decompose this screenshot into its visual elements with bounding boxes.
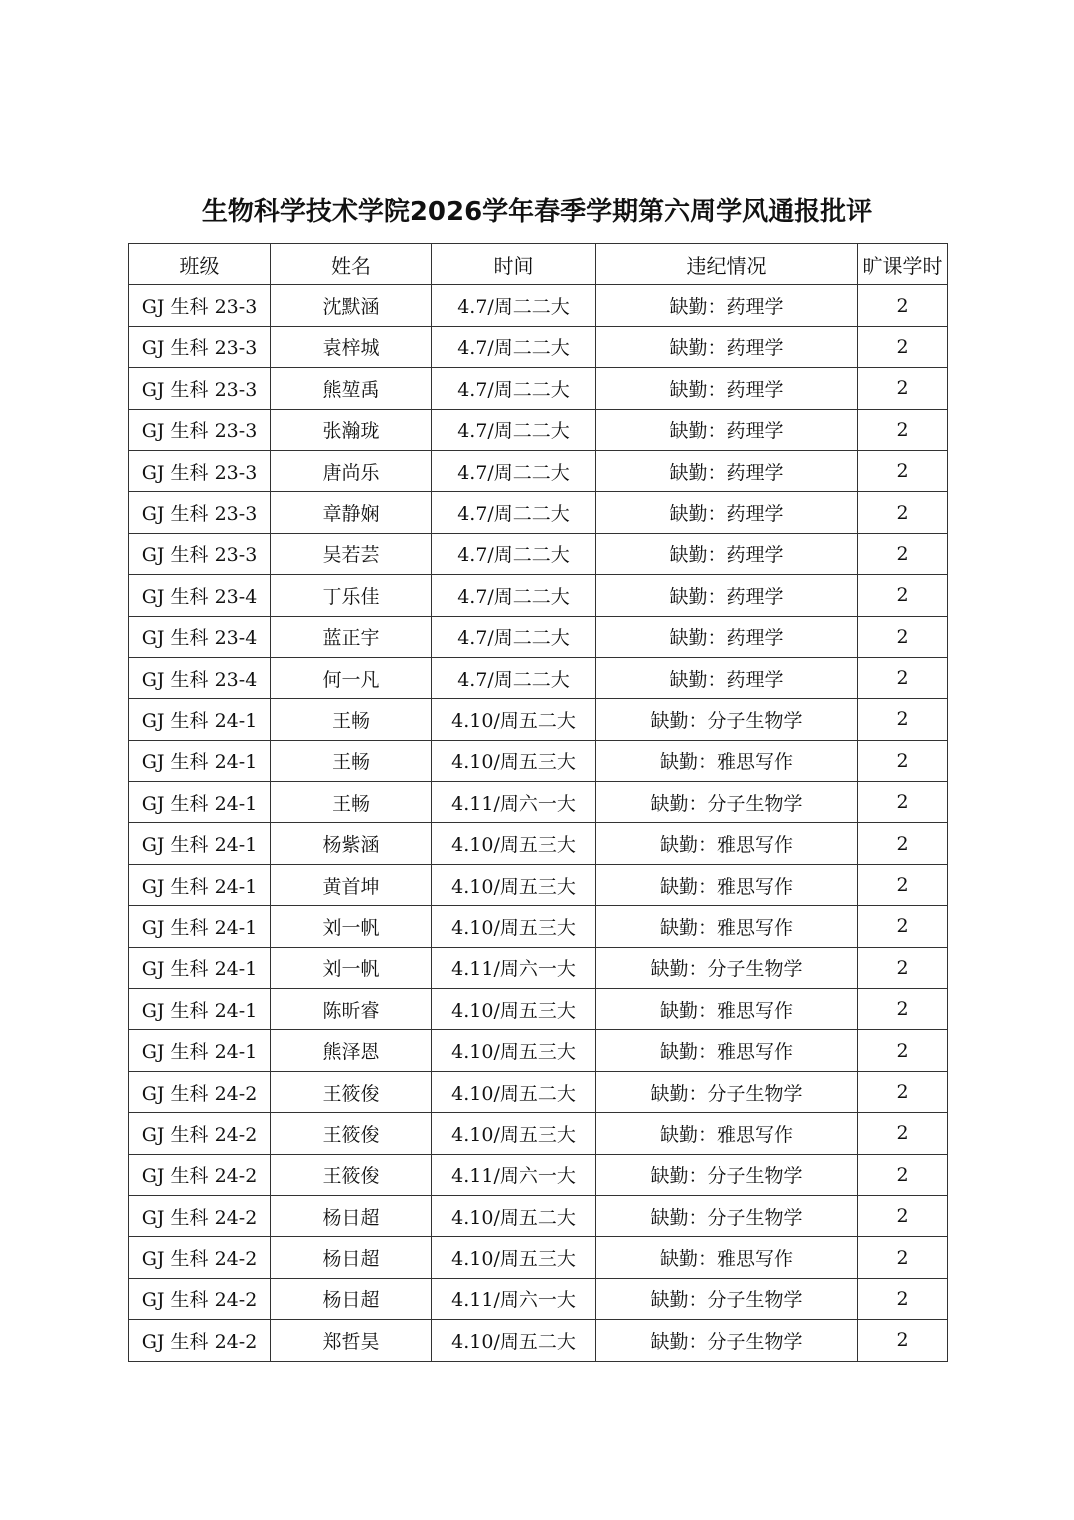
- table-row: [129, 1071, 948, 1112]
- cell-absent-hours: 2: [858, 1195, 948, 1236]
- cell-time: 4.10/周五三大: [432, 823, 596, 864]
- cell-name: 刘一帆: [271, 906, 432, 947]
- cell-violation: 缺勤：药理学: [596, 285, 858, 326]
- cell-name: 杨日超: [271, 1237, 432, 1278]
- cell-name: 袁梓城: [271, 326, 432, 367]
- cell-violation: 缺勤：分子生物学: [596, 1154, 858, 1195]
- cell-class: GJ 生科 23-4: [129, 616, 271, 657]
- cell-time: 4.11/周六一大: [432, 947, 596, 988]
- cell-time: 4.10/周五三大: [432, 864, 596, 905]
- table-row: [129, 285, 948, 326]
- cell-class: GJ 生科 24-1: [129, 947, 271, 988]
- cell-class: GJ 生科 24-1: [129, 1030, 271, 1071]
- table-row: [129, 492, 948, 533]
- cell-name: 黄首坤: [271, 864, 432, 905]
- cell-absent-hours: 2: [858, 450, 948, 491]
- cell-name: 陈昕睿: [271, 989, 432, 1030]
- cell-name: 杨紫涵: [271, 823, 432, 864]
- cell-time: 4.7/周二二大: [432, 409, 596, 450]
- header-time: 时间: [432, 244, 596, 285]
- table-row: [129, 823, 948, 864]
- cell-violation: 缺勤：分子生物学: [596, 1320, 858, 1361]
- cell-class: GJ 生科 23-3: [129, 533, 271, 574]
- table-row: [129, 1320, 948, 1361]
- cell-time: 4.7/周二二大: [432, 492, 596, 533]
- cell-name: 刘一帆: [271, 947, 432, 988]
- table-row: [129, 906, 948, 947]
- cell-violation: 缺勤：药理学: [596, 326, 858, 367]
- cell-name: 杨日超: [271, 1278, 432, 1319]
- cell-violation: 缺勤：药理学: [596, 450, 858, 491]
- cell-time: 4.10/周五三大: [432, 740, 596, 781]
- cell-violation: 缺勤：药理学: [596, 409, 858, 450]
- cell-absent-hours: 2: [858, 1030, 948, 1071]
- cell-time: 4.7/周二二大: [432, 368, 596, 409]
- cell-time: 4.10/周五三大: [432, 1030, 596, 1071]
- cell-absent-hours: 2: [858, 782, 948, 823]
- cell-violation: 缺勤：分子生物学: [596, 782, 858, 823]
- table-body: [129, 285, 948, 1361]
- cell-class: GJ 生科 24-2: [129, 1320, 271, 1361]
- cell-violation: 缺勤：雅思写作: [596, 1113, 858, 1154]
- cell-violation: 缺勤：药理学: [596, 657, 858, 698]
- cell-name: 唐尚乐: [271, 450, 432, 491]
- cell-class: GJ 生科 24-2: [129, 1278, 271, 1319]
- cell-name: 熊泽恩: [271, 1030, 432, 1071]
- cell-class: GJ 生科 24-2: [129, 1154, 271, 1195]
- cell-absent-hours: 2: [858, 1113, 948, 1154]
- cell-class: GJ 生科 23-4: [129, 575, 271, 616]
- cell-name: 王筱俊: [271, 1154, 432, 1195]
- cell-time: 4.7/周二二大: [432, 657, 596, 698]
- cell-class: GJ 生科 24-2: [129, 1113, 271, 1154]
- table-row: [129, 782, 948, 823]
- cell-time: 4.10/周五三大: [432, 1237, 596, 1278]
- cell-class: GJ 生科 24-2: [129, 1195, 271, 1236]
- table-row: [129, 699, 948, 740]
- cell-class: GJ 生科 23-3: [129, 368, 271, 409]
- cell-absent-hours: 2: [858, 533, 948, 574]
- table-row: [129, 575, 948, 616]
- cell-violation: 缺勤：雅思写作: [596, 989, 858, 1030]
- cell-time: 4.11/周六一大: [432, 782, 596, 823]
- cell-name: 熊堃禹: [271, 368, 432, 409]
- table-row: [129, 947, 948, 988]
- cell-class: GJ 生科 23-3: [129, 492, 271, 533]
- cell-violation: 缺勤：药理学: [596, 533, 858, 574]
- cell-name: 王筱俊: [271, 1071, 432, 1112]
- cell-violation: 缺勤：雅思写作: [596, 906, 858, 947]
- cell-absent-hours: 2: [858, 1237, 948, 1278]
- cell-time: 4.10/周五三大: [432, 906, 596, 947]
- cell-absent-hours: 2: [858, 1071, 948, 1112]
- cell-class: GJ 生科 24-1: [129, 906, 271, 947]
- cell-time: 4.10/周五二大: [432, 1071, 596, 1112]
- header-name: 姓名: [271, 244, 432, 285]
- cell-absent-hours: 2: [858, 823, 948, 864]
- cell-name: 沈默涵: [271, 285, 432, 326]
- cell-class: GJ 生科 24-1: [129, 823, 271, 864]
- cell-name: 何一凡: [271, 657, 432, 698]
- table-row: [129, 740, 948, 781]
- cell-absent-hours: 2: [858, 492, 948, 533]
- table-row: [129, 616, 948, 657]
- cell-time: 4.7/周二二大: [432, 533, 596, 574]
- cell-violation: 缺勤：雅思写作: [596, 1030, 858, 1071]
- table-row: [129, 1113, 948, 1154]
- cell-absent-hours: 2: [858, 368, 948, 409]
- cell-time: 4.7/周二二大: [432, 285, 596, 326]
- cell-absent-hours: 2: [858, 864, 948, 905]
- cell-time: 4.7/周二二大: [432, 575, 596, 616]
- cell-class: GJ 生科 24-1: [129, 699, 271, 740]
- header-absent-hours: 旷课学时: [858, 244, 948, 285]
- cell-class: GJ 生科 23-3: [129, 285, 271, 326]
- table-row: [129, 409, 948, 450]
- table-row: [129, 1030, 948, 1071]
- table-row: [129, 1278, 948, 1319]
- cell-absent-hours: 2: [858, 699, 948, 740]
- cell-time: 4.11/周六一大: [432, 1278, 596, 1319]
- cell-violation: 缺勤：雅思写作: [596, 864, 858, 905]
- cell-time: 4.10/周五三大: [432, 989, 596, 1030]
- cell-absent-hours: 2: [858, 326, 948, 367]
- table-row: [129, 1237, 948, 1278]
- cell-violation: 缺勤：药理学: [596, 575, 858, 616]
- cell-class: GJ 生科 24-1: [129, 864, 271, 905]
- table-row: [129, 864, 948, 905]
- cell-name: 杨日超: [271, 1195, 432, 1236]
- table-row: [129, 1195, 948, 1236]
- cell-absent-hours: 2: [858, 740, 948, 781]
- cell-name: 章静娴: [271, 492, 432, 533]
- cell-time: 4.7/周二二大: [432, 616, 596, 657]
- cell-class: GJ 生科 23-3: [129, 326, 271, 367]
- cell-violation: 缺勤：药理学: [596, 492, 858, 533]
- cell-absent-hours: 2: [858, 906, 948, 947]
- table-row: [129, 989, 948, 1030]
- cell-name: 张瀚珑: [271, 409, 432, 450]
- cell-class: GJ 生科 23-3: [129, 450, 271, 491]
- cell-name: 蓝正宇: [271, 616, 432, 657]
- table-row: [129, 1154, 948, 1195]
- cell-absent-hours: 2: [858, 947, 948, 988]
- cell-name: 吴若芸: [271, 533, 432, 574]
- cell-class: GJ 生科 24-1: [129, 989, 271, 1030]
- cell-violation: 缺勤：药理学: [596, 616, 858, 657]
- cell-name: 丁乐佳: [271, 575, 432, 616]
- cell-absent-hours: 2: [858, 575, 948, 616]
- cell-absent-hours: 2: [858, 1320, 948, 1361]
- header-class: 班级: [129, 244, 271, 285]
- cell-class: GJ 生科 24-2: [129, 1237, 271, 1278]
- cell-absent-hours: 2: [858, 1154, 948, 1195]
- cell-time: 4.10/周五二大: [432, 699, 596, 740]
- document-title: 生物科学技术学院2026学年春季学期第六周学风通报批评: [201, 197, 873, 227]
- cell-name: 郑哲昊: [271, 1320, 432, 1361]
- cell-class: GJ 生科 24-1: [129, 740, 271, 781]
- cell-class: GJ 生科 23-3: [129, 409, 271, 450]
- cell-name: 王畅: [271, 782, 432, 823]
- header-violation: 违纪情况: [596, 244, 858, 285]
- cell-class: GJ 生科 24-1: [129, 782, 271, 823]
- table-row: [129, 533, 948, 574]
- cell-absent-hours: 2: [858, 285, 948, 326]
- cell-violation: 缺勤：雅思写作: [596, 740, 858, 781]
- cell-time: 4.11/周六一大: [432, 1154, 596, 1195]
- cell-time: 4.7/周二二大: [432, 450, 596, 491]
- table-row: [129, 326, 948, 367]
- table-row: [129, 450, 948, 491]
- cell-absent-hours: 2: [858, 657, 948, 698]
- cell-name: 王畅: [271, 740, 432, 781]
- cell-violation: 缺勤：分子生物学: [596, 947, 858, 988]
- cell-time: 4.7/周二二大: [432, 326, 596, 367]
- cell-violation: 缺勤：雅思写作: [596, 823, 858, 864]
- discipline-report-table: [128, 243, 948, 1362]
- cell-time: 4.10/周五三大: [432, 1113, 596, 1154]
- table-row: [129, 657, 948, 698]
- cell-absent-hours: 2: [858, 989, 948, 1030]
- cell-violation: 缺勤：分子生物学: [596, 1195, 858, 1236]
- cell-absent-hours: 2: [858, 1278, 948, 1319]
- cell-time: 4.10/周五二大: [432, 1320, 596, 1361]
- cell-violation: 缺勤：药理学: [596, 368, 858, 409]
- cell-violation: 缺勤：分子生物学: [596, 1071, 858, 1112]
- cell-violation: 缺勤：分子生物学: [596, 699, 858, 740]
- cell-violation: 缺勤：分子生物学: [596, 1278, 858, 1319]
- cell-class: GJ 生科 23-4: [129, 657, 271, 698]
- cell-time: 4.10/周五二大: [432, 1195, 596, 1236]
- cell-name: 王筱俊: [271, 1113, 432, 1154]
- table-header-row: [129, 244, 948, 285]
- cell-class: GJ 生科 24-2: [129, 1071, 271, 1112]
- cell-violation: 缺勤：雅思写作: [596, 1237, 858, 1278]
- cell-absent-hours: 2: [858, 616, 948, 657]
- table-row: [129, 368, 948, 409]
- cell-name: 王畅: [271, 699, 432, 740]
- cell-absent-hours: 2: [858, 409, 948, 450]
